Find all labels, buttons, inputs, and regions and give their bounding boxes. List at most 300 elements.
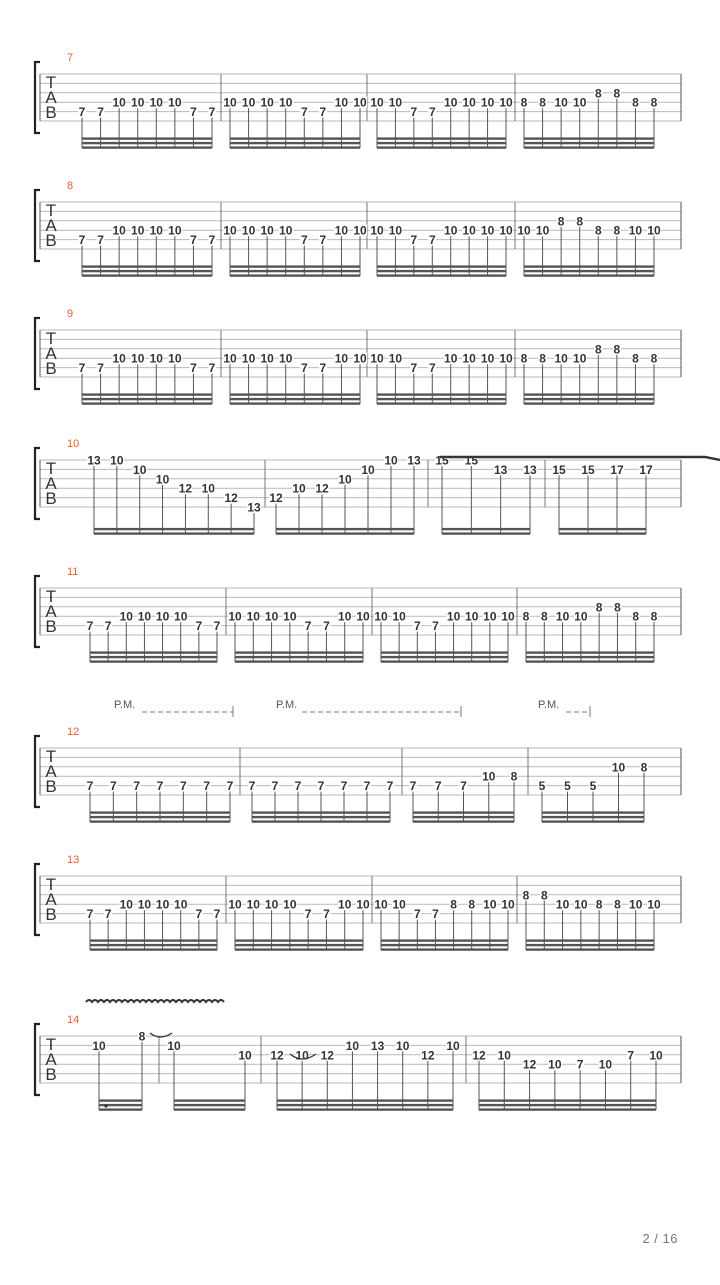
fret-number: 10	[482, 769, 496, 784]
beam	[230, 393, 360, 395]
fret-number: 7	[78, 233, 86, 248]
fret-number: 10	[501, 897, 515, 912]
page-number: 2 / 16	[642, 1231, 678, 1246]
fret-number: 8	[522, 609, 530, 624]
tab-system	[35, 854, 681, 951]
fret-number: 7	[109, 779, 117, 794]
fret-number: 10	[388, 95, 403, 110]
fret-number: 10	[535, 223, 550, 238]
fret-number: 17	[610, 462, 624, 477]
beam	[526, 651, 654, 653]
fret-number: 8	[595, 897, 603, 912]
beam	[230, 142, 360, 144]
fret-number: 7	[428, 361, 436, 376]
beam	[82, 402, 212, 404]
fret-number: 10	[446, 1038, 460, 1053]
beam	[479, 1108, 656, 1110]
beam	[526, 944, 654, 946]
fret-number: 8	[557, 214, 565, 229]
beam	[377, 146, 506, 148]
beam	[82, 398, 212, 400]
fret-number: 8	[468, 897, 476, 912]
fret-number: 8	[632, 609, 640, 624]
fret-number: 8	[595, 600, 603, 615]
beam	[526, 939, 654, 941]
fret-number: 8	[632, 95, 639, 110]
fret-number: 15	[435, 453, 449, 468]
tab-clef-letter: T	[45, 201, 57, 220]
measure-number: 10	[67, 438, 80, 450]
beam	[479, 1104, 656, 1106]
fret-number: 13	[523, 462, 537, 477]
tab-clef-letter: B	[45, 231, 57, 250]
fret-number: 10	[112, 351, 126, 366]
fret-number: 8	[640, 760, 648, 775]
beam	[230, 402, 360, 404]
beam	[559, 532, 646, 534]
fret-number: 7	[226, 779, 234, 794]
beam	[174, 1104, 245, 1106]
tab-clef-letter: B	[45, 905, 57, 924]
fret-number: 10	[279, 95, 293, 110]
tab-clef-letter: T	[45, 747, 57, 766]
tab-clef-letter: A	[45, 344, 57, 363]
fret-number: 7	[78, 361, 86, 376]
system-bracket	[35, 448, 40, 519]
tab-system	[35, 699, 681, 823]
fret-number: 8	[522, 888, 530, 903]
fret-number: 7	[190, 105, 197, 120]
fret-number: 10	[201, 481, 215, 496]
beam	[277, 1108, 453, 1110]
fret-number: 10	[356, 609, 370, 624]
fret-number: 10	[246, 609, 260, 624]
fret-number: 10	[112, 95, 126, 110]
beam	[377, 137, 506, 139]
fret-number: 10	[137, 609, 152, 624]
tab-clef-letter: A	[45, 216, 57, 235]
fret-number: 10	[131, 95, 145, 110]
fret-number: 10	[295, 1048, 309, 1063]
fret-number: 8	[650, 609, 658, 624]
beam	[230, 265, 360, 267]
fret-number: 10	[241, 351, 256, 366]
fret-number: 10	[149, 351, 163, 366]
fret-number: 10	[238, 1048, 252, 1063]
measure-number: 9	[67, 308, 74, 320]
fret-number: 10	[361, 462, 375, 477]
fret-number: 10	[480, 95, 495, 110]
fret-number: 10	[374, 609, 388, 624]
tab-clef-letter: A	[45, 474, 57, 493]
fret-number: 10	[345, 1038, 360, 1053]
fret-number: 7	[271, 779, 279, 794]
beam	[526, 656, 654, 658]
fret-number: 7	[86, 907, 94, 922]
fret-number: 10	[573, 351, 587, 366]
fret-number: 7	[208, 361, 216, 376]
beam	[174, 1108, 245, 1110]
fret-number: 10	[392, 897, 406, 912]
fret-number: 10	[444, 95, 458, 110]
fret-number: 8	[540, 888, 548, 903]
fret-number: 13	[87, 453, 101, 468]
fret-number: 17	[639, 462, 653, 477]
fret-number: 10	[548, 1057, 562, 1072]
fret-number: 10	[283, 897, 297, 912]
fret-number: 8	[539, 351, 546, 366]
fret-number: 10	[338, 897, 352, 912]
fret-number: 10	[149, 223, 163, 238]
beam	[82, 265, 212, 267]
fret-number: 10	[155, 609, 170, 624]
tab-system	[35, 52, 681, 149]
palm-mute-label: P.M.	[114, 699, 136, 711]
fret-number: 12	[421, 1048, 435, 1063]
fret-number: 10	[462, 223, 476, 238]
fret-number: 7	[413, 619, 421, 634]
beam	[524, 393, 654, 395]
fret-number: 10	[246, 897, 260, 912]
beam	[381, 660, 508, 662]
fret-number: 7	[413, 907, 421, 922]
beam	[381, 944, 508, 946]
fret-number: 10	[353, 351, 367, 366]
fret-number: 10	[260, 223, 274, 238]
beam	[377, 398, 506, 400]
beam	[442, 528, 530, 530]
fret-number: 10	[338, 472, 352, 487]
fret-number: 10	[480, 223, 495, 238]
fret-number: 10	[497, 1048, 511, 1063]
fret-number: 10	[334, 223, 349, 238]
tab-clef-letter: A	[45, 88, 57, 107]
beam	[381, 651, 508, 653]
fret-number: 8	[594, 86, 602, 101]
fret-number: 10	[168, 95, 182, 110]
fret-number: 10	[598, 1057, 613, 1072]
fret-number: 8	[594, 223, 602, 238]
beam	[90, 660, 217, 662]
beam	[277, 1099, 453, 1101]
dot	[104, 1104, 107, 1107]
tab-clef-letter: A	[45, 1050, 57, 1069]
beam	[524, 137, 654, 139]
beam	[442, 532, 530, 534]
fret-number: 10	[112, 223, 126, 238]
measure-number: 8	[67, 180, 74, 192]
tab-clef-letter: T	[45, 587, 57, 606]
fret-number: 12	[178, 481, 193, 496]
fret-number: 10	[384, 453, 398, 468]
fret-number: 10	[168, 351, 182, 366]
fret-number: 10	[555, 609, 570, 624]
system-bracket	[35, 736, 40, 807]
fret-number: 12	[269, 491, 283, 506]
fret-number: 12	[472, 1048, 486, 1063]
fret-number: 10	[119, 897, 133, 912]
tab-clef-letter: B	[45, 1065, 57, 1084]
tab-clef-letter: A	[45, 602, 57, 621]
fret-number: 8	[650, 351, 658, 366]
fret-number: 8	[520, 95, 528, 110]
fret-number: 8	[520, 351, 528, 366]
fret-number: 10	[574, 897, 588, 912]
fret-number: 10	[260, 95, 274, 110]
tab-clef-letter: T	[45, 73, 57, 92]
fret-number: 7	[428, 105, 436, 120]
fret-number: 10	[241, 95, 256, 110]
fret-number: 7	[294, 779, 302, 794]
fret-number: 10	[374, 897, 388, 912]
fret-number: 8	[614, 600, 621, 615]
tab-system	[35, 308, 681, 405]
beam	[377, 402, 506, 404]
fret-number: 10	[133, 462, 147, 477]
tab-system	[35, 180, 681, 277]
palm-mute-label: P.M.	[538, 699, 560, 711]
beam	[230, 146, 360, 148]
fret-number: 10	[446, 609, 461, 624]
fret-number: 7	[410, 233, 418, 248]
fret-number: 8	[576, 214, 584, 229]
fret-number: 8	[539, 95, 546, 110]
fret-number: 7	[97, 233, 104, 248]
fret-number: 7	[627, 1048, 635, 1063]
fret-number: 10	[338, 609, 352, 624]
beam	[526, 948, 654, 950]
measure-number: 7	[67, 52, 74, 64]
fret-number: 7	[213, 907, 221, 922]
fret-number: 10	[392, 609, 406, 624]
fret-number: 8	[613, 342, 621, 357]
fret-number: 7	[179, 779, 187, 794]
fret-number: 7	[300, 233, 308, 248]
fret-number: 10	[554, 95, 568, 110]
system-bracket	[35, 62, 40, 133]
fret-number: 7	[340, 779, 348, 794]
beam	[99, 1099, 142, 1101]
fret-number: 10	[444, 223, 458, 238]
fret-number: 10	[388, 223, 403, 238]
fret-number: 7	[86, 779, 94, 794]
fret-number: 10	[517, 223, 531, 238]
fret-number: 10	[223, 351, 237, 366]
system-bracket	[35, 1024, 40, 1095]
fret-number: 10	[155, 472, 170, 487]
tab-clef-letter: B	[45, 103, 57, 122]
beam	[526, 660, 654, 662]
beam	[90, 656, 217, 658]
fret-number: 10	[110, 453, 124, 468]
beam	[381, 948, 508, 950]
beam	[524, 270, 654, 272]
beam	[235, 656, 363, 658]
fret-number: 10	[647, 897, 661, 912]
fret-number: 7	[323, 907, 330, 922]
beam	[94, 532, 254, 534]
tab-clef-letter: A	[45, 890, 57, 909]
tab-clef-letter: B	[45, 489, 57, 508]
tab-system	[35, 566, 681, 663]
fret-number: 10	[264, 897, 279, 912]
beam	[235, 660, 363, 662]
beam	[82, 393, 212, 395]
fret-number: 10	[574, 609, 588, 624]
fret-number: 5	[538, 779, 546, 794]
fret-number: 8	[594, 342, 602, 357]
fret-number: 10	[370, 351, 384, 366]
measure-number: 11	[67, 566, 79, 578]
beam	[230, 274, 360, 276]
beam	[235, 939, 363, 941]
fret-number: 8	[450, 897, 457, 912]
fret-number: 10	[629, 897, 643, 912]
tab-clef-letter: B	[45, 777, 57, 796]
beam	[524, 146, 654, 148]
beam	[277, 1104, 453, 1106]
palm-mute-label: P.M.	[276, 699, 298, 711]
measure-number: 12	[67, 726, 80, 738]
beam	[82, 270, 212, 272]
fret-number: 10	[628, 223, 643, 238]
fret-number: 10	[462, 95, 476, 110]
beam	[94, 528, 254, 530]
fret-number: 7	[363, 779, 371, 794]
fret-number: 10	[279, 351, 293, 366]
fret-number: 8	[613, 86, 621, 101]
fret-number: 15	[464, 453, 479, 468]
fret-number: 10	[228, 897, 242, 912]
fret-number: 10	[555, 897, 570, 912]
fret-number: 7	[86, 619, 94, 634]
fret-number: 10	[174, 897, 188, 912]
fret-number: 7	[156, 779, 164, 794]
fret-number: 7	[78, 105, 86, 120]
beam	[230, 137, 360, 139]
beam	[82, 146, 212, 148]
fret-number: 8	[138, 1029, 146, 1044]
fret-number: 10	[279, 223, 293, 238]
fret-number: 10	[501, 609, 515, 624]
fret-number: 10	[462, 351, 476, 366]
beam	[524, 402, 654, 404]
fret-number: 10	[264, 609, 279, 624]
fret-number: 7	[208, 233, 216, 248]
fret-number: 12	[320, 1048, 334, 1063]
beam	[377, 142, 506, 144]
tab-system	[35, 438, 720, 535]
fret-number: 10	[480, 351, 495, 366]
fret-number: 10	[131, 223, 145, 238]
fret-number: 10	[573, 95, 587, 110]
beam	[235, 651, 363, 653]
fret-number: 13	[370, 1038, 385, 1053]
vibrato-mark	[86, 1000, 224, 1002]
fret-number: 13	[493, 462, 508, 477]
beam	[524, 142, 654, 144]
fret-number: 10	[499, 223, 513, 238]
fret-number: 8	[614, 897, 621, 912]
fret-number: 7	[104, 619, 112, 634]
fret-number: 10	[223, 223, 237, 238]
fret-number: 7	[432, 907, 439, 922]
tab-clef-letter: B	[45, 617, 57, 636]
fret-number: 7	[428, 233, 436, 248]
fret-number: 10	[499, 95, 513, 110]
fret-number: 10	[554, 351, 568, 366]
fret-number: 7	[248, 779, 256, 794]
fret-number: 7	[190, 361, 197, 376]
fret-number: 10	[92, 1038, 106, 1053]
beam	[377, 274, 506, 276]
fret-number: 7	[304, 619, 312, 634]
fret-number: 12	[315, 481, 329, 496]
fret-number: 15	[552, 462, 566, 477]
fret-number: 10	[353, 223, 367, 238]
fret-number: 7	[317, 779, 325, 794]
beam	[377, 393, 506, 395]
fret-number: 10	[370, 95, 384, 110]
fret-number: 7	[319, 105, 327, 120]
beam	[479, 1099, 656, 1101]
system-bracket	[35, 576, 40, 647]
fret-number: 10	[131, 351, 145, 366]
fret-number: 7	[133, 779, 141, 794]
system-bracket	[35, 190, 40, 261]
fret-number: 13	[407, 453, 421, 468]
fret-number: 10	[260, 351, 274, 366]
beam	[174, 1099, 245, 1101]
beam	[235, 944, 363, 946]
beam	[82, 142, 212, 144]
fret-number: 13	[247, 500, 261, 515]
beam	[524, 398, 654, 400]
fret-number: 7	[410, 105, 418, 120]
fret-number: 5	[564, 779, 571, 794]
fret-number: 10	[334, 95, 349, 110]
fret-number: 7	[195, 619, 203, 634]
measure-number: 14	[67, 1014, 80, 1026]
fret-number: 10	[353, 95, 367, 110]
tab-clef-letter: T	[45, 459, 57, 478]
fret-number: 10	[444, 351, 458, 366]
fret-number: 10	[167, 1038, 181, 1053]
fret-number: 10	[149, 95, 163, 110]
fret-number: 8	[613, 223, 621, 238]
fret-number: 7	[300, 105, 308, 120]
fret-number: 10	[370, 223, 384, 238]
beam	[381, 939, 508, 941]
fret-number: 7	[97, 361, 104, 376]
fret-number: 7	[97, 105, 104, 120]
fret-number: 10	[649, 1048, 663, 1063]
tab-clef-letter: B	[45, 359, 57, 378]
tab-clef-letter: T	[45, 1035, 57, 1054]
fret-number: 12	[522, 1057, 537, 1072]
beam	[99, 1108, 142, 1110]
fret-number: 10	[499, 351, 513, 366]
fret-number: 10	[241, 223, 256, 238]
beam	[381, 656, 508, 658]
tab-system	[35, 1000, 681, 1111]
beam	[230, 398, 360, 400]
fret-number: 10	[647, 223, 661, 238]
fret-number: 7	[319, 233, 327, 248]
fret-number: 10	[228, 609, 242, 624]
fret-number: 7	[190, 233, 197, 248]
beam	[559, 528, 646, 530]
